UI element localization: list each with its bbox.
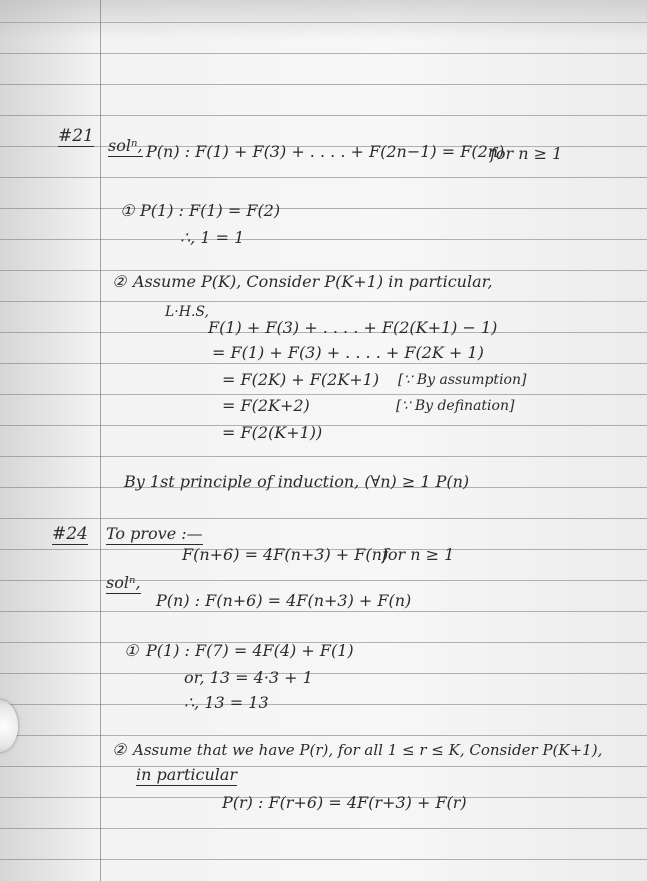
problem-24-restated: P(n) : F(n+6) = 4F(n+3) + F(n) <box>156 591 412 610</box>
problem-24-step1-line2: or, 13 = 4·3 + 1 <box>184 668 313 687</box>
problem-24-step1-line1: P(1) : F(7) = 4F(4) + F(1) <box>146 641 354 660</box>
problem-24-step1-marker: ① <box>124 641 139 660</box>
problem-21-step2-line2: = F(1) + F(3) + . . . . + F(2K + 1) <box>212 343 484 362</box>
problem-24-step2-line1: P(r) : F(r+6) = 4F(r+3) + F(r) <box>222 793 467 812</box>
problem-24-step1-line3: ∴, 13 = 13 <box>184 693 269 712</box>
problem-21-step2-note3: [∵ By assumption] <box>398 372 527 388</box>
problem-21-step2-line1: F(1) + F(3) + . . . . + F(2(K+1) − 1) <box>208 318 498 337</box>
problem-21-step2-line5: = F(2(K+1)) <box>222 423 323 442</box>
problem-21-step2-note4: [∵ By defination] <box>396 398 515 414</box>
problem-21-step2-line3: = F(2K) + F(2K+1) <box>222 370 380 389</box>
problem-21-conclusion: By 1st principle of induction, (∀n) ≥ 1 P(n) <box>124 472 470 491</box>
binder-hole <box>0 700 18 752</box>
problem-21-step1-line1: P(1) : F(1) = F(2) <box>140 201 281 220</box>
problem-21-lhs-label: L·H.S, <box>165 304 209 320</box>
problem-24-statement: F(n+6) = 4F(n+3) + F(n) <box>182 545 389 564</box>
problem-21-step1-line2: ∴, 1 = 1 <box>180 228 245 247</box>
problem-24-to-prove-label: To prove :— <box>106 524 203 543</box>
problem-21-step1-marker: ① <box>120 201 135 220</box>
page-top-shadow <box>0 0 647 40</box>
problem-21-statement: P(n) : F(1) + F(3) + . . . . + F(2n−1) = F(2n) <box>146 142 505 161</box>
problem-21-condition: for n ≥ 1 <box>490 144 563 163</box>
problem-24-number: #24 <box>52 524 88 544</box>
problem-24-step2-intro: Assume that we have P(r), for all 1 ≤ r ≤ K, Consider P(K+1), <box>133 741 603 759</box>
problem-21-number: #21 <box>58 126 94 146</box>
margin-line <box>100 0 101 881</box>
problem-24-solution-label: solⁿ, <box>106 573 141 592</box>
problem-21-step2-marker: ② <box>112 272 127 291</box>
problem-21-step2-line4: = F(2K+2) <box>222 396 310 415</box>
problem-21-step2-intro: Assume P(K), Consider P(K+1) in particular, <box>133 272 493 291</box>
problem-21-solution-label: solⁿ, <box>108 136 143 155</box>
problem-24-condition: for n ≥ 1 <box>382 545 455 564</box>
problem-24-step2-marker: ② <box>112 740 127 759</box>
problem-24-step2-intro2: in particular <box>136 765 238 784</box>
